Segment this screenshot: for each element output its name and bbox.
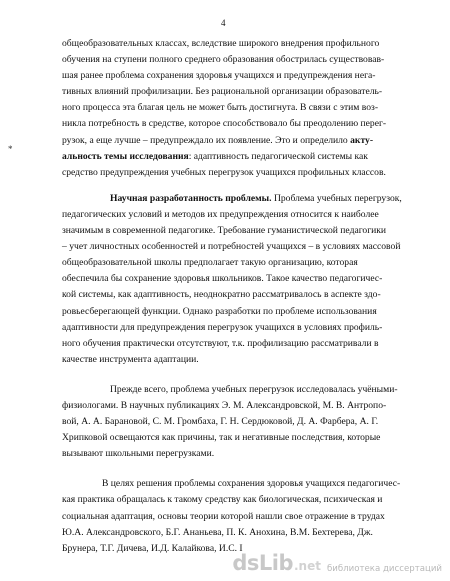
text-line [62, 398, 440, 414]
text-line [62, 430, 440, 446]
text-run: обеспечила бы сохранение здоровья школьников. Такое качество педагогичес- [62, 273, 383, 285]
text-line [62, 116, 440, 132]
text-run: – учет личностных особенностей и потребностей учащихся – в условиях массовой [62, 241, 401, 253]
text-run: рузок, а еще лучше – предупреждало их появление. Это и определило [62, 134, 351, 146]
text-run: адаптивности для предупреждения перегрузок учащихся в условиях профиль- [62, 321, 383, 333]
text-line [62, 271, 440, 287]
text-run: ровьесберегающей функции. Однако разработки по проблеме использования [62, 305, 377, 317]
watermark-caption: библиотека диссертаций [326, 564, 442, 574]
text-run: Брунера, Т.Г. Дичева, И.Д. Калайкова, И.С. I [62, 542, 243, 554]
text-run: ного обучения практически отсутствуют, т.к. профилизацию рассматривали в [62, 337, 379, 349]
text-line [62, 207, 440, 223]
text-run: ного процесса эта благая цель не может быть достигнута. В связи с этим воз- [62, 102, 379, 114]
text-run: кая практика обращалась к такому средству как биологическая, психическая и [62, 494, 383, 506]
text-line [62, 414, 440, 430]
text-line [62, 223, 440, 239]
text-line [62, 492, 440, 508]
text-line [62, 382, 440, 398]
text-run: вызывают школьными перегрузками. [62, 448, 215, 460]
document-body [62, 36, 440, 557]
text-run: Проблема учебных перегрузок, [271, 192, 402, 204]
text-run: В целях решения проблемы сохранения здоровья учащихся педагогичес- [102, 478, 401, 490]
text-run: кой системы, как адаптивность, неоднократно рассматривалось в аспекте здо- [62, 289, 381, 301]
text-run: Ю.А. Александровского, Б.Г. Ананьева, П. К. Анохина, В.М. Бехтерева, Дж. [62, 526, 373, 538]
text-run: средство предупреждения учебных перегрузок учащихся профильных классов. [62, 166, 386, 178]
text-line [62, 36, 440, 52]
text-line [62, 68, 440, 84]
text-run: качестве инструмента адаптации. [62, 353, 199, 365]
watermark-logo-tld: .net [294, 559, 321, 573]
text-run: общеобразовательных классах, вследствие широкого внедрения профильного [62, 38, 380, 49]
text-run: значимым в современной педагогике. Требование гуманистической педагогики [62, 225, 387, 237]
text-line [62, 336, 440, 352]
text-run: шая ранее проблема сохранения здоровья учащихся и предупреждения нега- [62, 70, 376, 82]
text-run: Прежде всего, проблема учебных перегрузок исследовалась учёными- [110, 383, 398, 395]
text-run: вой, А. А. Барановой, С. М. Громбаха, Г. Н. Сердюковой, Д. А. Фарбера, А. Г. [62, 416, 379, 428]
text-line [62, 320, 440, 336]
text-line [62, 149, 440, 165]
text-run-bold: акту- [350, 134, 374, 146]
text-run: общеобразовательной школы предполагает такую организацию, которая [62, 257, 358, 269]
margin-mark: * [8, 144, 13, 154]
watermark-logo-main: dsLib [232, 551, 293, 575]
text-run: педагогических условий и методов их предупреждения относится к наиболее [62, 208, 379, 220]
text-line [62, 304, 440, 320]
text-line [62, 52, 440, 68]
text-line [62, 287, 440, 303]
page-number: 4 [221, 18, 226, 28]
text-run: обучения на ступени полного среднего образования обострилась существовав- [62, 54, 385, 66]
text-line [62, 191, 440, 207]
text-run: социальная адаптация, основы теории которой нашли свое отражение в трудах [62, 510, 385, 522]
watermark [232, 551, 442, 575]
text-run: : адаптивность педагогической системы как [188, 150, 368, 162]
text-run-bold: альность темы исследования [62, 150, 189, 162]
text-run: никла потребность в средстве, которое способствовало бы преодолению перег- [62, 118, 387, 130]
text-line [62, 255, 440, 271]
text-line [62, 100, 440, 116]
text-line [62, 84, 440, 100]
watermark-logo [232, 551, 321, 575]
text-run: тивных влияний профилизации. Без рациональной организации образователь- [62, 86, 383, 98]
text-line [62, 239, 440, 255]
text-run: физиологами. В научных публикациях Э. М. Александровской, М. В. Антропо- [62, 399, 387, 411]
text-line [62, 165, 440, 181]
text-line [62, 476, 440, 492]
text-line [62, 509, 440, 525]
text-line [62, 352, 440, 368]
text-line [62, 446, 440, 462]
text-line [62, 133, 440, 149]
text-line [62, 525, 440, 541]
text-run: Хрипковой освещаются как причины, так и негативные последствия, которые [62, 432, 381, 444]
text-run-bold: Научная разработанность проблемы. [110, 192, 272, 204]
